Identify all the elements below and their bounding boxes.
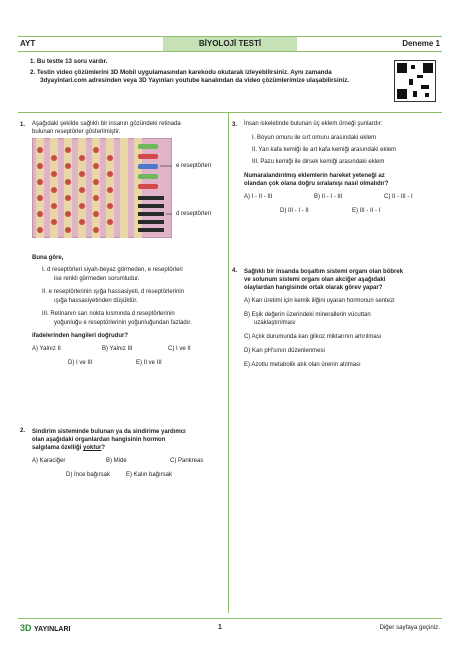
q3-item-1: I. Boyun omuru ile sırt omuru arasındaki eklem: [252, 135, 377, 141]
q4-stem-3: olaylardan hangisinde ortak olarak görev yapar?: [244, 285, 383, 291]
q3-number: 3.: [232, 122, 238, 128]
q4-number: 4.: [232, 268, 238, 274]
q2-option-c[interactable]: C) Pankreas: [170, 458, 204, 464]
q1-buna: Buna göre,: [32, 255, 64, 261]
q4-option-b[interactable]: B) Eşik değerin üzerindeki minerallerin vücuttan: [244, 312, 371, 318]
q3-option-a[interactable]: A) I - II - III: [244, 194, 273, 200]
next-page-note: Diğer sayfaya geçiniz.: [379, 624, 440, 631]
q2-option-e[interactable]: E) Kalın bağırsak: [126, 472, 173, 478]
q2-stem-3a: salgılama özelliği: [32, 445, 84, 451]
qr-code-icon[interactable]: [394, 60, 436, 102]
q2-stem-3: [32, 444, 105, 452]
q4-stem-2: ve solunum sistemi organı olan akciğer aşağıdaki: [244, 277, 386, 283]
q3-option-e[interactable]: E) III - II - I: [352, 208, 381, 214]
exam-number: Deneme 1: [402, 39, 440, 48]
q4-option-e[interactable]: E) Azotlu metabolik atık olan ürenin atılması: [244, 362, 361, 368]
q2-number: 2.: [20, 428, 26, 434]
q3-option-c[interactable]: C) II - III - I: [384, 194, 413, 200]
instruction-1: 1. Bu testte 13 soru vardır.: [30, 58, 108, 65]
column-divider: [228, 113, 229, 613]
q1-s2a: II. e reseptörlerinin ışığa hassasiyeti, d reseptörlerinin: [42, 289, 185, 295]
q2-option-a[interactable]: A) Karaciğer: [32, 458, 66, 464]
q1-stem-2: bulunan reseptörler gösterilmiştir.: [32, 129, 121, 135]
q4-stem-1: Sağlıklı bir insanda boşaltım sistemi organı olan böbrek: [244, 269, 404, 275]
q2-option-b[interactable]: B) Mide: [106, 458, 127, 464]
q1-s3b: yoğunluğu e reseptörlerinin yoğunluğundan fazladır.: [54, 320, 192, 326]
test-title: BİYOLOJİ TESTİ: [198, 39, 262, 48]
logo-3d: 3D: [20, 623, 32, 633]
page-footer: [18, 618, 442, 635]
q3-ask-2: olandan çok olana doğru sıralanışı nasıl olmalıdır?: [244, 181, 389, 187]
q2-stem-1: Sindirim sisteminde bulunan ya da sindirime yardımcı: [32, 429, 186, 435]
q3-option-b[interactable]: B) II - I - III: [314, 194, 343, 200]
q1-option-d[interactable]: D) I ve III: [68, 360, 93, 366]
q1-number: 1.: [20, 122, 26, 128]
instruction-2: 2. Testin video çözümlerini 3D Mobil uygulamasından karekodu okutarak izleyebilirsiniz. Aynı zamanda: [30, 69, 332, 76]
q1-option-b[interactable]: B) Yalnız III: [102, 346, 133, 352]
q3-stem: İnsan iskeletinde bulunan üç eklem örneği şunlardır:: [244, 121, 383, 127]
q2-stem-3c: ?: [101, 445, 106, 451]
q3-item-2: II. Yan kafa kemiği ile art kafa kemiği arasındaki eklem: [252, 147, 397, 153]
title-box: [163, 37, 297, 51]
q2-stem-3-emph: yoktur: [83, 445, 102, 451]
test-header: [18, 36, 442, 52]
q1-s3a: III. Retinanın sarı nokta kısmında d reseptörlerinin: [42, 311, 175, 317]
q1-s1b: ise renkli görmeden sorumludur.: [54, 276, 140, 282]
q3-option-d[interactable]: D) III - I - II: [280, 208, 309, 214]
label-d-receptors: d reseptörleri: [176, 211, 212, 217]
q2-stem-2: olan aşağıdaki organlardan hangisinin hormon: [32, 437, 166, 443]
q1-option-a[interactable]: A) Yalnız II: [32, 346, 61, 352]
q4-option-a[interactable]: A) Kan üretimi için kemik iliğini uyaran hormonun sentezi: [244, 298, 395, 304]
q3-item-3: III. Pazu kemiği ile dirsek kemiği arasındaki eklem: [252, 159, 385, 165]
q1-stem-1: Aşağıdaki şekilde sağlıklı bir insanın gözündeki retinada: [32, 121, 181, 127]
exam-page: [18, 18, 442, 633]
retina-diagram: [32, 138, 172, 238]
exam-type: AYT: [20, 39, 36, 48]
q1-option-e[interactable]: E) II ve III: [136, 360, 162, 366]
q1-ask: ifadelerinden hangileri doğrudur?: [32, 333, 129, 339]
q1-s2b: ışığa hassasiyetinden düşüktür.: [54, 298, 138, 304]
logo-text: YAYINLARI: [34, 626, 71, 633]
q4-option-b-cont: uzaklaştırılması: [254, 320, 296, 326]
q4-option-d[interactable]: D) Kan pH'sının düzenlenmesi: [244, 348, 325, 354]
q1-option-c[interactable]: C) I ve II: [168, 346, 191, 352]
instruction-2-cont: 3dyayinlari.com adresinden veya 3D Yayınları youtube kanalından da video çözümlerimize ulaşabilirsiniz.: [40, 77, 350, 84]
instructions: [18, 52, 442, 113]
publisher-logo: [20, 623, 70, 633]
q4-option-c[interactable]: C) Açlık durumunda kan glikoz miktarının artırılması: [244, 334, 382, 340]
q3-ask-1: Numaralandırılmış eklemlerin hareket yeteneği az: [244, 173, 385, 179]
q1-s1a: I. d reseptörleri siyah-beyaz görmeden, e reseptörleri: [42, 267, 183, 273]
q2-option-d[interactable]: D) İnce bağırsak: [66, 472, 111, 478]
page-number: 1: [218, 624, 222, 631]
label-e-receptors: e reseptörleri: [176, 163, 212, 169]
